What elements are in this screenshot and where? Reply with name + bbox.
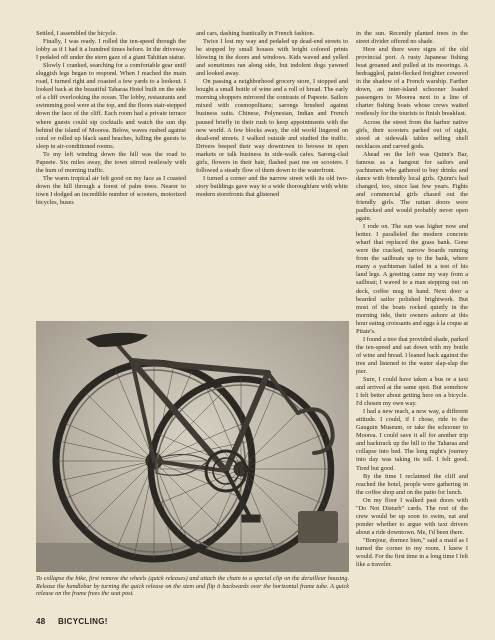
paragraph: in the sun. Recently planted trees in the street divider offered no shade. — [356, 30, 468, 46]
text-column-2 — [196, 30, 348, 316]
paragraph: "Bonjour, dormez bien," said a maid as I turned the corner to my room. I knew I would. For the first time in a long time I felt like a traveler. — [356, 536, 468, 569]
paragraph: On passing a neighborhood grocery store, I stopped and bought a small bottle of wine and a roll of bread. The early morning shoppers mirrored the contrasts of Papeete. Sailors mixed with cosmopolitans; sarongs brushed against business suits. Chinese, Polynesian, Indian and French paused briefly in their rush to keep appointments with the new world. A few blocks away, the old world lingered on dead-end streets. I walked outside and studied the traffic. Drivers beeped their way downtown to browse in open markets or talk business in side-walk cafes. Sarong-clad girls, flowers in their hair, flashed past me on scooters. I followed a steady flow of them down to the waterfront. — [196, 78, 348, 174]
paragraph: I turned a corner and the narrow street with its old two-story buildings gave way to a wide thoroughfare with white modern storefronts that glistened — [196, 174, 348, 198]
folded-bicycle-photo — [36, 321, 349, 572]
paragraph: Ahead on the left was Quinn's Bar, famous as a hangout for sailors and yachtsmen who gathered to buy drinks and dance with friendly local girls. Quinn's had changed, too, since last few years. Fights and commercial girls chased out the friendly girls. The rattan doors were padlocked and would probably never open again. — [356, 150, 468, 223]
paragraph: To my left winding down the hill was the road to Papeete. Six miles away, the town stirred restlessly with the hum of morning traffic. — [36, 150, 186, 174]
magazine-name: BICYCLING! — [58, 617, 108, 626]
paragraph: Sure, I could have taken a bus or a taxi and arrived at the same spot. But somehow I felt better about getting here on a bicycle. I'd chosen my own way. — [356, 376, 468, 408]
paragraph: Across the street from the harbor native girls, their scooters parked out of sight, stood at sidewalk tables selling shell necklaces and carved gods. — [356, 118, 468, 150]
paragraph: On my floor I walked past doors with "Do Not Disturb" cards. The rest of the crew would be up soon to swim, eat and ponder whether to argue with taxi drivers about a ride downtown. Me, I'd been there. — [356, 496, 468, 536]
paragraph: Slowly I cranked, searching for a comfortable gear until sluggish legs began to respond. When I reached the main road, I turned right and coasted a few yards to a lookout. I looked back at the beautiful Taharaa Hotel built on the side of a cliff overlooking the ocean. The lobby, restaurants and swimming pool were at the top, and the floors stair-stepped down the face of the cliff. Each room had a private terrace where guests could sip cocktails and watch the sun dip behind the island of Moorea. Below, waves rushed against coral or rolled up black sand beaches, lulling the guests to sleep in air-conditioned rooms. — [36, 62, 186, 150]
paragraph: I had a new reach, a new way, a different attitude. I could, if I chose, ride to the Gauguin Museum, or take the schooner to Moorea. I could save it all for another trip and backtrack up the hill to the Taharaa and collapse into bed. The long night's journey into day was taking its toll. I felt good. Tired but good. — [356, 408, 468, 472]
paragraph: Twice I lost my way and pedaled up dead-end streets to be stopped by small houses with bright colored prints blowing in the doors and windows. Kids waved and yelled and sometimes ran along side, but indolent dogs yawned and looked away. — [196, 38, 348, 78]
paragraph: I rode on. The sun was higher now and hotter. I paralleled the modern concrete wharf that replaced the grass bank. Gone were the cracked, narrow boards running from the sailboats up to the bank, where many a yachtsman failed in a test of his land legs. A greeting came my way from a sailboat; I waved to a man stepping out on deck, coffee mug in hand. Next door a bearded sailor polished brightwork. But most of the boats rocked quietly in the morning tide, their owners ashore at this hour eating croissants and eggs à la coque at Pitate's. — [356, 223, 468, 335]
paragraph: Finally, I was ready. I rolled the ten-speed through the lobby as if I had it a hundred times before. In the driveway I pedaled off under the stern gaze of a giant Tahitian statue. — [36, 38, 186, 62]
text-column-3 — [356, 30, 468, 610]
page-number: 48 — [36, 617, 46, 626]
paragraph: and cars, dashing frantically in French fashion. — [196, 30, 315, 37]
paragraph: Here and there were signs of the old provincial port. A rusty Japanese fishing boat groaned and pulled at its moorings. A bedraggled, paint-flecked freighter cowered in the shadow of a French warship. Farther down, an inter-island schooner loaded passengers to Moorea next to a line of charter fishing boats whose crews waited restlessly for the tourists to finish breakfast. — [356, 46, 468, 118]
text-column-1 — [36, 30, 186, 316]
page-footer — [36, 617, 108, 626]
paragraph: I found a tree that provided shade, parked the ten-speed and sat down with my bottle of wine and bread. I leaned back against the tree and listened to the water slap-slap the pier. — [356, 335, 468, 375]
paragraph: The warm tropical air felt good on my face as I coasted down the hill through a forest of palm trees. Nearer to town I dodged an incredible number of scooters, motorized bicycles, buses — [36, 174, 186, 206]
paragraph: By the time I reclaimed the cliff and reached the hotel, people were gathering in the coffee shop and on the patio for lunch. — [356, 472, 468, 496]
paragraph: Settled, I assembled the bicycle. — [36, 30, 118, 37]
photo-caption: To collapse the bike, first remove the wheels (quick releases) and attach the chain to a special clip on the derailleur housing. Release the handlebar by turning the quick release on the stem and flip it backwards over the horizontal frame tube. A quick release on the frame frees the seat post. — [36, 575, 349, 598]
